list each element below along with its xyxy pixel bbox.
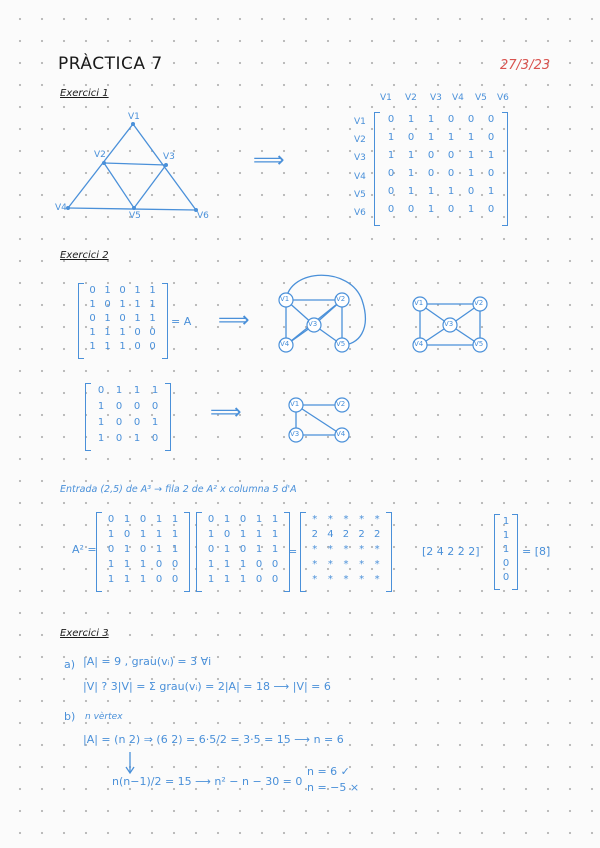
- matrix-cell: 1: [133, 433, 141, 444]
- matrix-cell: 0: [467, 186, 475, 197]
- matrix-cell: 0: [407, 132, 415, 143]
- matrix-cell: 0: [255, 559, 263, 570]
- matrix-cell: *: [312, 544, 318, 555]
- matrix-cell: 1: [207, 529, 215, 540]
- ex2-entry-note: Entrada (2,5) de A³ → fila 2 de A² x columna 5 d'A: [60, 484, 297, 495]
- matrix-cell: 2: [311, 529, 318, 540]
- matrix-cell: 1: [407, 168, 415, 179]
- matrix-cell: 1: [467, 132, 475, 143]
- matrix-cell: 0: [89, 313, 96, 324]
- matrix-cell: 1: [107, 574, 115, 585]
- ex3-b-label: b): [64, 710, 76, 723]
- ex2-g1-v4: V4: [280, 340, 290, 348]
- ex3-a-line1: |A| = 9 , grau(vᵢ) = 3 ∀i: [83, 655, 212, 668]
- matrix-cell: 0: [139, 514, 147, 525]
- matrix-cell: 1: [149, 299, 156, 310]
- ex1-row-label: V5: [354, 190, 366, 200]
- matrix-cell: 2: [358, 529, 365, 540]
- matrix-cell: 1: [255, 529, 263, 540]
- ex3-solution-2: n = −5 ×: [307, 781, 360, 794]
- ex1-v2: V2: [94, 150, 106, 160]
- matrix-cell: 1: [134, 285, 141, 296]
- matrix-cell: 1: [447, 186, 455, 197]
- date: 27/3/23: [500, 58, 551, 73]
- vector-cell: 0: [502, 558, 510, 569]
- ex2-g2-v3: V3: [444, 320, 454, 328]
- matrix-cell: 0: [271, 574, 279, 585]
- ex2-arrow-2: ⟹: [210, 400, 242, 425]
- matrix-cell: *: [327, 559, 333, 570]
- ex1-col-label: V2: [405, 93, 417, 103]
- matrix-cell: 0: [487, 132, 495, 143]
- matrix-cell: 0: [447, 114, 455, 125]
- matrix-cell: 0: [447, 150, 455, 161]
- ex2-g1-v2: V2: [336, 295, 346, 303]
- matrix-cell: 1: [134, 313, 141, 324]
- matrix-cell: 4: [327, 529, 334, 540]
- matrix-cell: 0: [171, 574, 179, 585]
- ex1-row-label: V3: [354, 153, 366, 163]
- matrix-cell: 0: [115, 401, 123, 412]
- ex1-v3: V3: [163, 152, 175, 162]
- matrix-cell: *: [359, 574, 365, 585]
- ex3-a-label: a): [64, 658, 76, 671]
- matrix-cell: 1: [107, 559, 115, 570]
- matrix-cell: 0: [134, 341, 141, 352]
- matrix-cell: 1: [151, 417, 159, 428]
- matrix-cell: 1: [97, 417, 105, 428]
- ex1-col-label: V5: [475, 93, 487, 103]
- ex2-g2-v4: V4: [414, 340, 424, 348]
- matrix-cell: 1: [139, 574, 147, 585]
- matrix-cell: 1: [107, 529, 115, 540]
- matrix-cell: 0: [447, 204, 455, 215]
- ex2-eq-a: = A: [171, 315, 192, 328]
- ex2-g3-v2: V2: [336, 400, 346, 408]
- matrix-cell: 1: [97, 433, 105, 444]
- matrix-cell: 1: [171, 514, 179, 525]
- matrix-cell: 1: [255, 544, 263, 555]
- matrix-cell: 1: [223, 574, 231, 585]
- matrix-cell: 0: [119, 313, 126, 324]
- matrix-cell: 0: [239, 544, 247, 555]
- matrix-cell: 1: [89, 299, 96, 310]
- matrix-cell: 1: [427, 204, 435, 215]
- ex2-g2-v2: V2: [474, 299, 484, 307]
- matrix-cell: 1: [151, 385, 159, 396]
- matrix-cell: 1: [104, 341, 111, 352]
- matrix-cell: 0: [155, 574, 163, 585]
- ex1-col-label: V3: [430, 93, 442, 103]
- matrix-cell: 0: [107, 544, 115, 555]
- matrix-cell: *: [374, 514, 380, 525]
- matrix-cell: 0: [239, 514, 247, 525]
- matrix-cell: 1: [155, 529, 163, 540]
- matrix-cell: 1: [139, 529, 147, 540]
- matrix-cell: 0: [123, 529, 131, 540]
- matrix-cell: 1: [271, 514, 279, 525]
- matrix-cell: 1: [223, 544, 231, 555]
- matrix-cell: 1: [427, 132, 435, 143]
- matrix-cell: 0: [427, 150, 435, 161]
- vector-cell: 0: [502, 572, 510, 583]
- ex2-g1-v1: V1: [280, 295, 290, 303]
- matrix-cell: *: [312, 514, 318, 525]
- matrix-cell: 1: [171, 544, 179, 555]
- matrix-cell: 0: [387, 114, 395, 125]
- ex3-b-note: n vèrtex: [85, 712, 123, 722]
- matrix-cell: *: [312, 559, 318, 570]
- matrix-cell: 0: [207, 544, 215, 555]
- matrix-cell: 1: [255, 514, 263, 525]
- matrix-cell: 1: [123, 514, 131, 525]
- ex2-arrow-1: ⟹: [218, 308, 250, 333]
- matrix-cell: 0: [387, 168, 395, 179]
- matrix-cell: 1: [467, 168, 475, 179]
- ex2-g2-v1: V1: [414, 299, 424, 307]
- matrix-cell: 1: [104, 327, 111, 338]
- ex1-row-label: V2: [354, 135, 366, 145]
- ex1-v6: V6: [197, 211, 209, 221]
- matrix-cell: 0: [115, 417, 123, 428]
- matrix-cell: 1: [427, 186, 435, 197]
- matrix-cell: *: [312, 574, 318, 585]
- matrix-cell: 0: [223, 529, 231, 540]
- matrix-cell: 1: [115, 385, 123, 396]
- matrix-cell: 0: [387, 204, 395, 215]
- matrix-cell: 0: [151, 433, 159, 444]
- matrix-cell: 1: [104, 313, 111, 324]
- matrix-cell: 0: [89, 285, 96, 296]
- matrix-cell: 0: [119, 285, 126, 296]
- ex1-v1: V1: [128, 112, 140, 122]
- matrix-cell: *: [343, 574, 349, 585]
- matrix-cell: 1: [119, 327, 126, 338]
- matrix-cell: 1: [139, 559, 147, 570]
- matrix-cell: 1: [387, 132, 395, 143]
- ex1-row-label: V1: [354, 117, 366, 127]
- ex2-title: Exercici 2: [60, 250, 109, 261]
- matrix-cell: 1: [207, 559, 215, 570]
- matrix-cell: 0: [207, 514, 215, 525]
- matrix-cell: 0: [134, 327, 141, 338]
- ex1-title: Exercici 1: [60, 88, 109, 99]
- matrix-cell: 2: [342, 529, 350, 540]
- matrix-cell: 1: [239, 529, 247, 540]
- matrix-cell: 1: [271, 544, 279, 555]
- matrix-cell: 0: [149, 327, 156, 338]
- ex1-col-label: V6: [497, 93, 509, 103]
- ex2-g1-v5: V5: [336, 340, 346, 348]
- matrix-cell: 0: [115, 433, 123, 444]
- matrix-cell: 0: [271, 559, 279, 570]
- matrix-cell: 1: [223, 514, 231, 525]
- matrix-cell: *: [343, 559, 349, 570]
- ex1-col-label: V1: [380, 93, 392, 103]
- matrix-cell: 0: [447, 168, 455, 179]
- matrix-cell: 1: [119, 299, 126, 310]
- ex1-row-label: V4: [354, 172, 366, 182]
- matrix-cell: 1: [407, 114, 415, 125]
- result-value: = [8]: [522, 545, 551, 558]
- page-title: PRÀCTICA 7: [58, 54, 163, 74]
- matrix-cell: 1: [104, 285, 111, 296]
- matrix-cell: 0: [149, 341, 156, 352]
- matrix-cell: 0: [407, 204, 415, 215]
- matrix-cell: 1: [271, 529, 279, 540]
- ex3-solution-1: n = 6 ✓: [307, 765, 350, 778]
- matrix-cell: 1: [155, 514, 163, 525]
- matrix-cell: 0: [133, 401, 141, 412]
- matrix-cell: 0: [97, 385, 105, 396]
- matrix-cell: 1: [155, 544, 163, 555]
- matrix-cell: 0: [104, 299, 111, 310]
- matrix-cell: 1: [487, 186, 495, 197]
- ex3-a-line2: |V| ? 3|V| = Σ grau(vᵢ) = 2|A| = 18 ⟶ |V| = 6: [83, 680, 331, 693]
- matrix-cell: 1: [447, 132, 455, 143]
- matrix-cell: *: [327, 514, 333, 525]
- vector-cell: 1: [502, 530, 510, 541]
- matrix-cell: 0: [467, 114, 475, 125]
- vector-cell: 1: [502, 516, 510, 527]
- matrix-cell: 0: [171, 559, 179, 570]
- matrix-cell: 0: [487, 168, 495, 179]
- ex2-g3-v4: V4: [336, 430, 346, 438]
- ex1-col-label: V4: [452, 93, 464, 103]
- matrix-cell: 1: [239, 574, 247, 585]
- ex2-g2-v5: V5: [474, 340, 484, 348]
- ex3-b-line1: |A| = (n 2) ⇒ (6 2) = 6·5/2 = 3·5 = 15 ⟶ n = 6: [83, 733, 344, 746]
- matrix-cell: 0: [133, 417, 141, 428]
- matrix-cell: 1: [133, 385, 141, 396]
- matrix-cell: 1: [123, 544, 131, 555]
- a2-label: A² =: [72, 543, 97, 556]
- matrix-cell: *: [374, 544, 380, 555]
- ex3-title: Exercici 3: [60, 628, 109, 639]
- matrix-cell: 1: [123, 574, 131, 585]
- ex1-v4: V4: [55, 203, 67, 213]
- ex1-arrow: ⟹: [253, 148, 285, 173]
- vector-cell: 1: [502, 544, 510, 555]
- matrix-cell: 1: [407, 186, 415, 197]
- matrix-cell: 1: [487, 150, 495, 161]
- matrix-cell: 1: [207, 574, 215, 585]
- matrix-cell: *: [374, 574, 380, 585]
- ex1-row-label: V6: [354, 208, 366, 218]
- matrix-cell: 1: [467, 204, 475, 215]
- matrix-cell: 1: [123, 559, 131, 570]
- matrix-cell: 0: [487, 204, 495, 215]
- matrix-cell: 1: [149, 285, 156, 296]
- ex2-g1-v3: V3: [308, 320, 318, 328]
- matrix-cell: *: [359, 544, 365, 555]
- matrix-cell: 1: [149, 313, 156, 324]
- matrix-cell: 0: [107, 514, 115, 525]
- matrix-cell: 1: [239, 559, 247, 570]
- matrix-cell: 0: [427, 168, 435, 179]
- matrix-cell: *: [343, 544, 349, 555]
- ex2-g3-v3: V3: [290, 430, 300, 438]
- matrix-cell: *: [359, 559, 365, 570]
- matrix-cell: 0: [155, 559, 163, 570]
- matrix-cell: 1: [134, 299, 141, 310]
- matrix-cell: *: [359, 514, 365, 525]
- matrix-cell: 2: [373, 529, 381, 540]
- matrix-cell: 0: [139, 544, 147, 555]
- matrix-cell: 1: [427, 114, 435, 125]
- matrix-cell: *: [343, 514, 349, 525]
- matrix-cell: 0: [255, 574, 263, 585]
- matrix-cell: *: [327, 574, 333, 585]
- matrix-cell: 1: [223, 559, 231, 570]
- matrix-cell: 1: [89, 327, 96, 338]
- matrix-cell: 1: [171, 529, 179, 540]
- matrix-cell: 1: [89, 341, 96, 352]
- a2-equals: =: [288, 545, 298, 558]
- ex2-g3-v1: V1: [290, 400, 300, 408]
- matrix-cell: 1: [467, 150, 475, 161]
- matrix-cell: 0: [387, 186, 395, 197]
- matrix-cell: 0: [151, 401, 159, 412]
- matrix-cell: 1: [97, 401, 105, 412]
- matrix-cell: 0: [487, 114, 495, 125]
- matrix-cell: 1: [119, 341, 126, 352]
- matrix-cell: 1: [387, 150, 395, 161]
- row-vector: [2 4 2 2 2]: [422, 545, 480, 558]
- matrix-cell: *: [327, 544, 333, 555]
- ex1-v5: V5: [129, 211, 141, 221]
- matrix-cell: *: [374, 559, 380, 570]
- matrix-cell: 1: [407, 150, 415, 161]
- ex3-b-line2: n(n−1)/2 = 15 ⟶ n² − n − 30 = 0: [112, 775, 303, 788]
